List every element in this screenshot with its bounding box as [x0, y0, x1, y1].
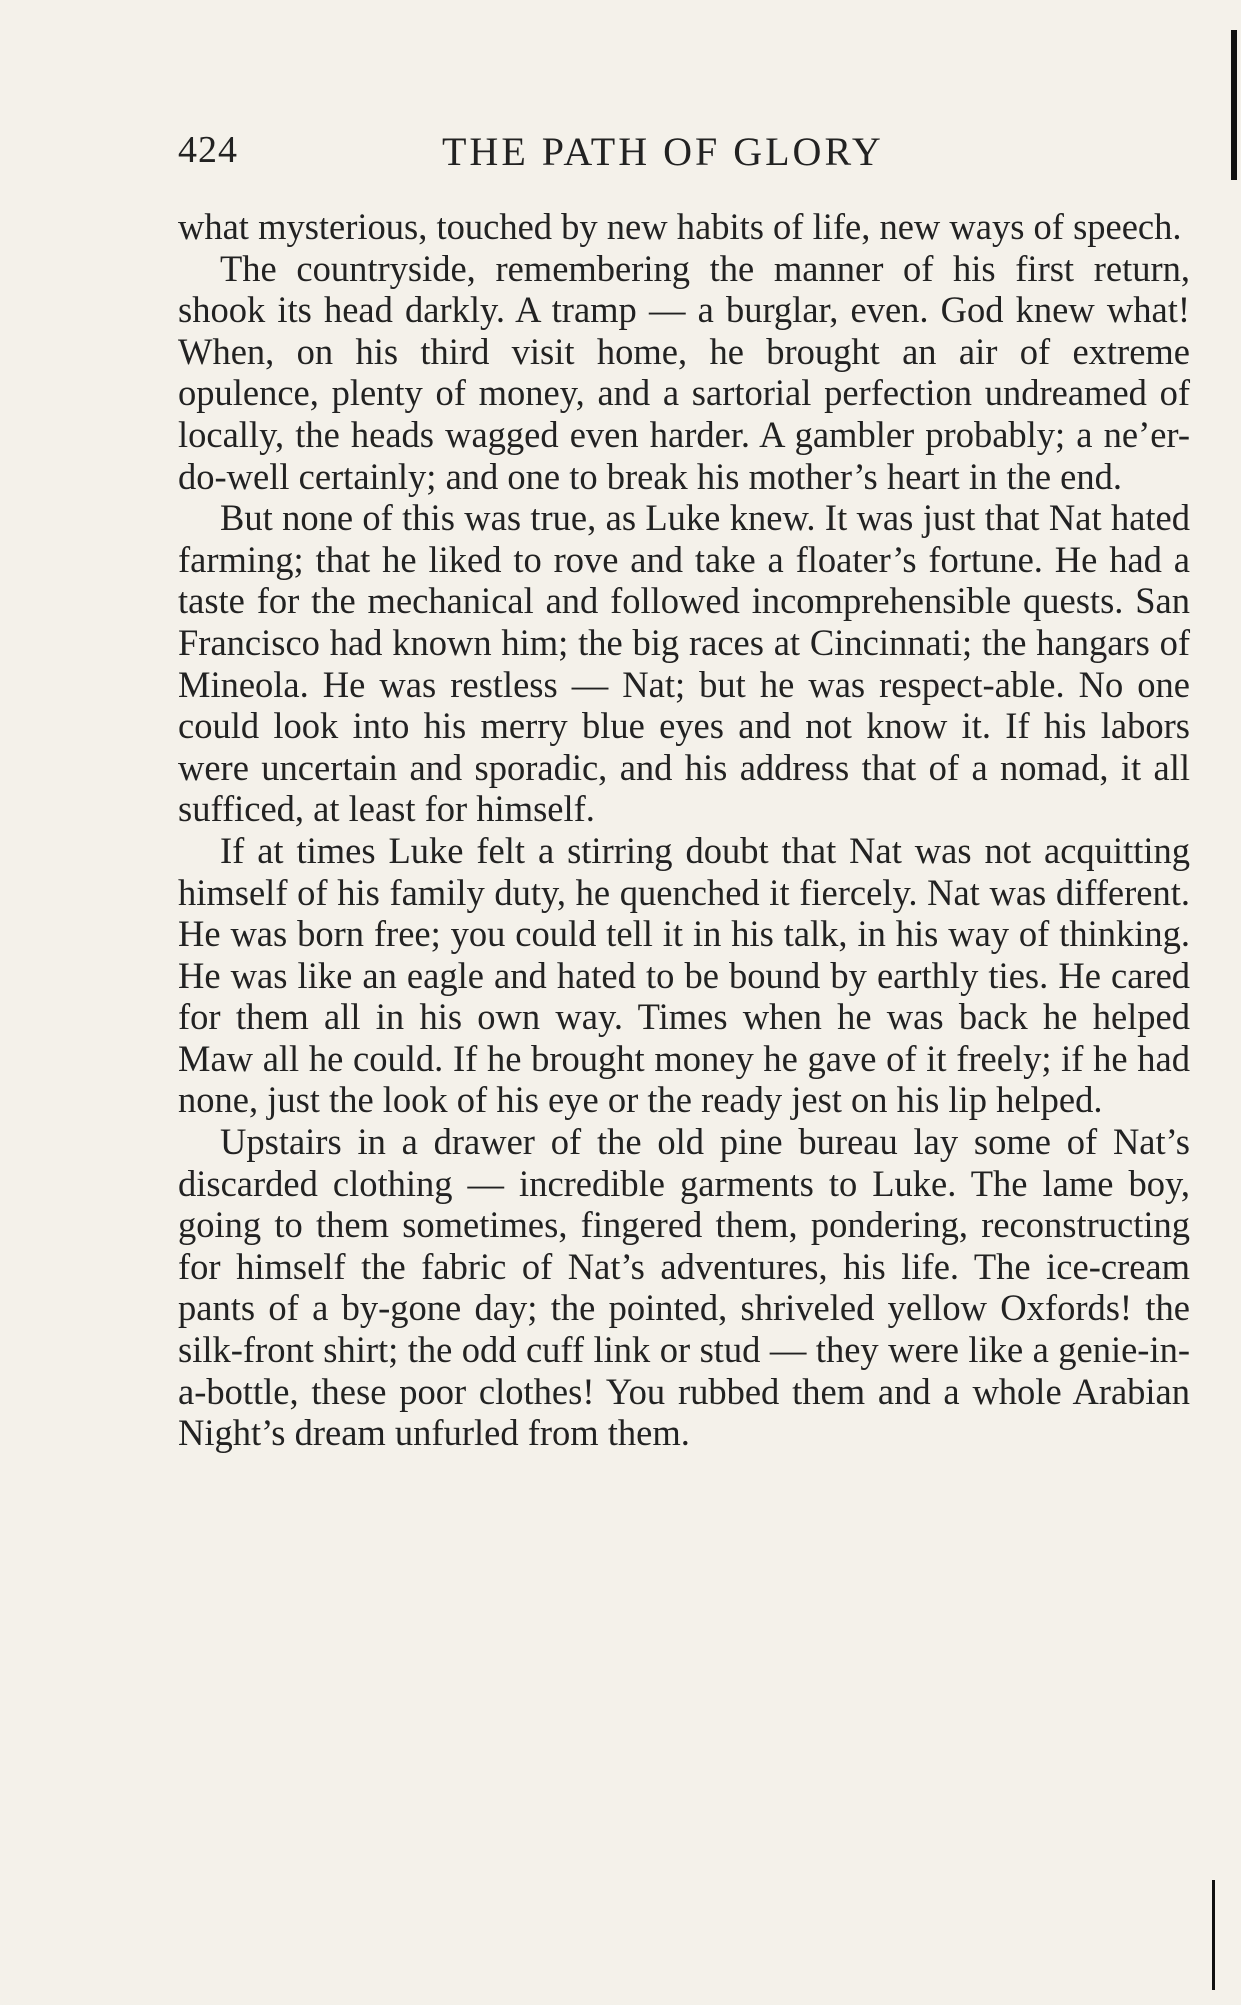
text-line: known him; the big races at Cincinnati; the hangars of	[392, 621, 1191, 663]
paragraph	[178, 497, 1190, 830]
text-line: and a whole Arabian Night’s dream unfurled from them.	[178, 1370, 1190, 1454]
page-edge-mark-lower	[1212, 1880, 1215, 1990]
page-edge-mark	[1231, 30, 1237, 180]
text-line: for himself.	[424, 788, 595, 830]
text-line: and his address that of a nomad, it all sufficed, at least	[178, 746, 1191, 830]
text-line: But none of this was true, as Luke knew. It was just	[220, 497, 976, 539]
text-line: well certainly; and one to break his mother’s heart in	[226, 455, 998, 497]
text-line: them, pondering, reconstructing for himself the fabric of	[178, 1204, 1190, 1287]
running-head: THE PATH OF GLORY	[442, 129, 884, 174]
text-line: of Nat’s discarded clothing — incredible garments to	[178, 1121, 1190, 1204]
text-line: floater’s fortune. He had a taste for the mechanical and	[178, 538, 1190, 622]
text-line: not know it. If his labors were uncertain and sporadic,	[178, 705, 1190, 788]
text-line: he brought an air of extreme opulence, plenty of money,	[178, 330, 1191, 414]
text-line: able. No one could look into his merry blue eyes and	[178, 663, 1190, 747]
paragraph	[178, 248, 1190, 498]
text-line: could tell it in his talk, in his way of thinking. He was	[178, 913, 1190, 996]
text-line: front shirt; the odd cuff link or stud — they were like a	[242, 1329, 1049, 1371]
text-line: eye or the ready jest on his lip helped.	[548, 1079, 1103, 1121]
page-number: 424	[178, 129, 238, 171]
text-line: like an eagle and hated to be bound by earthly ties. He	[297, 954, 1101, 996]
paragraph	[178, 1121, 1190, 1454]
text-line: Mineola. He was restless — Nat; but he was respect-	[178, 663, 995, 705]
text-line: even. God knew what! When, on his third visit home,	[178, 289, 1190, 372]
text-line: cared for them all in his own way. Times when he was	[178, 954, 1191, 1038]
text-line: back he helped Maw all he could. If he brought money	[178, 996, 1191, 1079]
body-text	[178, 206, 1190, 1454]
text-line: followed incomprehensible quests. San Francisco had	[178, 580, 1190, 663]
text-line: Upstairs in a drawer of the old pine bureau lay some	[220, 1121, 1051, 1163]
text-line: Luke. The lame boy, going to them sometimes, fingered	[178, 1162, 1190, 1246]
page-header	[178, 128, 1190, 178]
text-line: genie-in-a-bottle, these poor clothes! You rubbed them	[178, 1329, 1190, 1412]
text-line: fiercely. Nat was different. He was born free; you	[178, 871, 1190, 955]
text-line: wagged even harder. A gambler probably; a ne’er-do-	[178, 413, 1190, 497]
paragraph	[178, 830, 1190, 1121]
paragraph	[178, 206, 1190, 248]
text-line: return, shook its head darkly. A tramp — a burglar,	[178, 247, 1190, 331]
text-line: of speech.	[1033, 206, 1182, 247]
text-line: the end.	[1006, 455, 1122, 497]
text-line: what mysterious, touched by new habits of life, new ways	[178, 206, 1025, 247]
text-line: that Nat hated farming; that he liked to rove and take a	[178, 497, 1190, 580]
text-line: If at times Luke felt a stirring doubt that Nat was not	[220, 829, 1032, 871]
text-line: he gave of it freely; if he had none, just the look of his	[178, 1037, 1191, 1121]
text-line: Nat’s adventures, his life. The ice-cream pants of a by-	[178, 1245, 1191, 1329]
text-line: acquitting himself of his family duty, he quenched it	[178, 829, 1190, 913]
text-line: The countryside, remembering the manner of his first	[220, 247, 1075, 289]
text-line: and a sartorial perfection undreamed of locally, the heads	[178, 372, 1191, 455]
text-line: gone day; the pointed, shriveled yellow Oxfords! the silk-	[178, 1287, 1190, 1371]
